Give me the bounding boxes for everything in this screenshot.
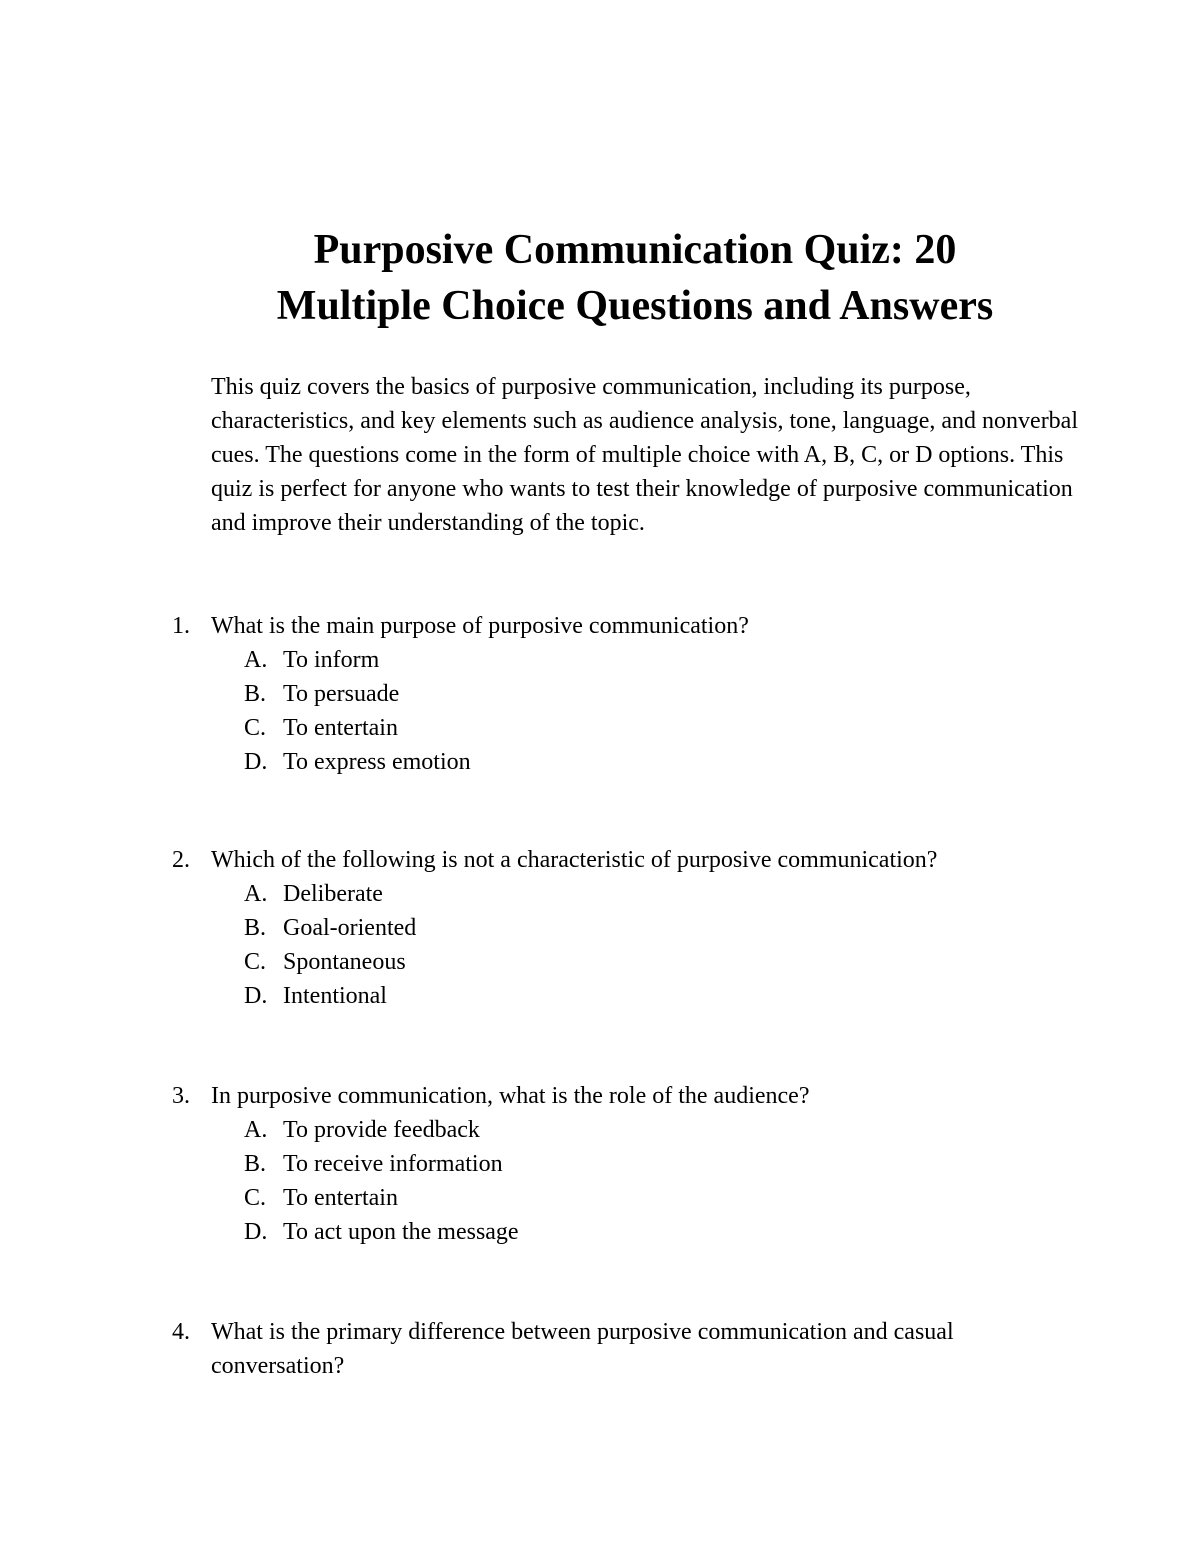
option-c (0, 945, 1200, 979)
option-b (0, 1147, 1200, 1181)
option-c (0, 711, 1200, 745)
intro-paragraph: This quiz covers the basics of purposive communication, including its purpose, characteristics, and key elements such as audience analysis, tone, language, and nonverbal cues. The questions come in the form of multiple choice with A, B, C, or D options. This quiz is perfect for anyone who wants to test their knowledge of purposive communication and improve their understanding of the topic. (211, 374, 1078, 536)
option-letter: D. (244, 983, 268, 1009)
option-text: Goal-oriented (283, 915, 417, 941)
option-letter: A. (244, 881, 268, 907)
question-number: 1. (172, 613, 190, 639)
option-letter: C. (244, 715, 267, 741)
document-title (150, 222, 1120, 334)
question-text: What is the main purpose of purposive communication? (211, 613, 749, 639)
option-d (0, 979, 1200, 1013)
option-text: To inform (283, 647, 380, 673)
title-line-1: Purposive Communication Quiz: 20 (313, 227, 957, 273)
question-number: 2. (172, 847, 190, 873)
question-number: 4. (172, 1319, 190, 1345)
option-text: To entertain (283, 715, 398, 741)
option-letter: B. (244, 681, 267, 707)
option-text: To act upon the message (283, 1219, 519, 1245)
question-text: What is the primary difference between purposive communication and casual conversation? (211, 1319, 954, 1379)
option-list (0, 1113, 1200, 1249)
option-d (0, 745, 1200, 779)
option-a (0, 1113, 1200, 1147)
option-letter: C. (244, 949, 267, 975)
option-text: Deliberate (283, 881, 383, 907)
question-text: Which of the following is not a characteristic of purposive communication? (211, 847, 938, 873)
option-text: To persuade (283, 681, 400, 707)
option-text: To express emotion (283, 749, 471, 775)
option-letter: B. (244, 915, 267, 941)
option-b (0, 911, 1200, 945)
option-c (0, 1181, 1200, 1215)
option-letter: B. (244, 1151, 267, 1177)
question-number: 3. (172, 1083, 190, 1109)
option-letter: A. (244, 1117, 268, 1143)
option-d (0, 1215, 1200, 1249)
option-letter: D. (244, 749, 268, 775)
option-letter: C. (244, 1185, 267, 1211)
option-text: To receive information (283, 1151, 503, 1177)
option-letter: D. (244, 1219, 268, 1245)
option-text: To entertain (283, 1185, 398, 1211)
option-text: Intentional (283, 983, 387, 1009)
title-line-2: Multiple Choice Questions and Answers (276, 283, 994, 329)
option-a (0, 877, 1200, 911)
option-list (0, 877, 1200, 1013)
option-text: To provide feedback (283, 1117, 480, 1143)
option-b (0, 677, 1200, 711)
option-text: Spontaneous (283, 949, 406, 975)
option-letter: A. (244, 647, 268, 673)
question-text: In purposive communication, what is the role of the audience? (211, 1083, 810, 1109)
option-list (0, 643, 1200, 779)
option-a (0, 643, 1200, 677)
